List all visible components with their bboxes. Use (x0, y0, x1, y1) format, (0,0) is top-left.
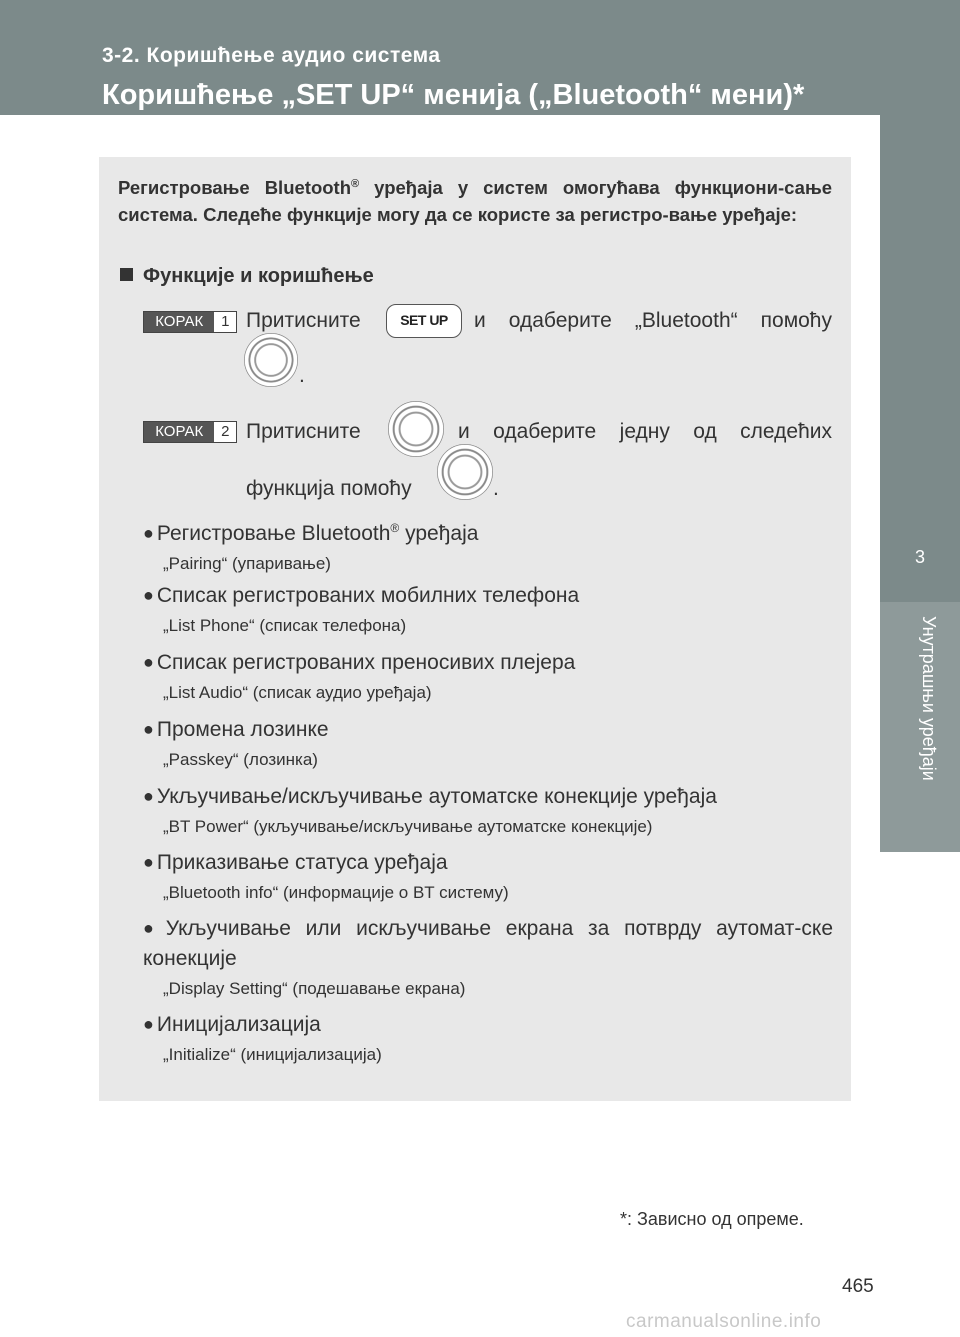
bullet-icon: ● (143, 585, 154, 605)
intro-text-end: уређаја у систем омогућава функциони-сање система. Следеће функције могу да се користе за регистро-вање уређаје: (118, 177, 832, 226)
list-item: ● Промена лозинке „Passkey“ (лозинка) (143, 714, 833, 770)
step-label: КОРАК (144, 312, 214, 332)
intro-paragraph (118, 171, 832, 228)
bullet-icon: ● (143, 652, 154, 672)
list-item: ● Списак регистрованих преносивих плејера „List Audio“ (списак аудио уређаја) (143, 647, 833, 703)
step-2-text-d: . (493, 477, 499, 500)
chapter-label-tab (880, 602, 960, 852)
step-1-badge (143, 311, 237, 333)
step-1-text-c: . (299, 364, 305, 387)
item-english-label: „Passkey“ (лозинка) (163, 750, 318, 769)
tune-knob-icon (437, 444, 493, 500)
list-item: ● Приказивање статуса уређаја „Bluetooth info“ (информације о BT систему) (143, 847, 833, 903)
step-2-text-c: функција помоћу (246, 477, 412, 500)
step-1-text-b: и одаберите „Bluetooth“ помоћу (474, 309, 832, 332)
page-header (0, 0, 960, 115)
chapter-tab (880, 507, 960, 602)
side-tab-strip (880, 115, 960, 507)
step-2-text-a: Притисните (246, 420, 361, 443)
intro-text-start: Регистровање Bluetooth (118, 177, 352, 199)
chapter-label: Унутрашњи уређаји (919, 616, 939, 781)
step-number: 2 (214, 422, 236, 442)
footnote: *: Зависно од опреме. (620, 1209, 804, 1229)
item-english-label: „Display Setting“ (подешавање екрана) (163, 979, 466, 998)
step-2-badge (143, 421, 237, 443)
list-item: ● Списак регистрованих мобилних телефона „List Phone“ (списак телефона) (143, 580, 833, 636)
subheading-text: Функције и коришћење (143, 265, 374, 287)
step-1-text-a: Притисните (246, 309, 361, 332)
chapter-number: 3 (914, 547, 925, 567)
registered-mark: ® (390, 521, 400, 535)
step-label: КОРАК (144, 422, 214, 442)
registered-mark: ® (351, 178, 360, 190)
bullet-icon: ● (143, 918, 163, 938)
square-bullet-icon (120, 268, 133, 281)
setup-button-label: SET UP (400, 312, 448, 328)
step-2-text-b: и одаберите једну од следећих (458, 420, 832, 443)
bullet-icon: ● (143, 786, 154, 806)
item-english-label: „Bluetooth info“ (информације о BT систему) (163, 883, 509, 902)
bullet-icon: ● (143, 852, 154, 872)
bullet-icon: ● (143, 1014, 154, 1034)
section-heading: 3-2. Коришћење аудио система (102, 44, 441, 67)
page-title: Коришћење „SET UP“ менија („Bluetooth“ мени)* (102, 79, 805, 111)
item-english-label: „Initialize“ (иницијализација) (163, 1045, 382, 1064)
setup-button-icon (386, 304, 462, 338)
list-item: ● Регистровање Bluetooth® уређаја „Pairing“ (упаривање) (143, 513, 833, 574)
bullet-icon: ● (143, 523, 154, 543)
tune-knob-icon (244, 333, 298, 387)
list-item: ● Укључивање/искључивање аутоматске конекције уређаја „BT Power“ (укључивање/искључивање аутоматске конекције) (143, 781, 833, 837)
item-english-label: „Pairing“ (упаривање) (163, 554, 331, 573)
item-english-label: „BT Power“ (укључивање/искључивање аутоматске конекције) (163, 817, 653, 836)
push-knob-icon (388, 401, 444, 457)
bullet-icon: ● (143, 719, 154, 739)
list-item: ● Укључивање или искључивање екрана за потврду аутомат-ске конекције „Display Setting“ (подешавање екрана) (143, 917, 834, 998)
page-number: 465 (842, 1276, 874, 1297)
step-number: 1 (214, 312, 236, 332)
item-english-label: „List Audio“ (списак аудио уређаја) (163, 683, 432, 702)
subheading (120, 265, 374, 288)
list-item: ● Иницијализација „Initialize“ (иницијализација) (143, 1009, 833, 1065)
watermark: carmanualsonline.info (626, 1311, 822, 1332)
item-english-label: „List Phone“ (списак телефона) (163, 616, 407, 635)
